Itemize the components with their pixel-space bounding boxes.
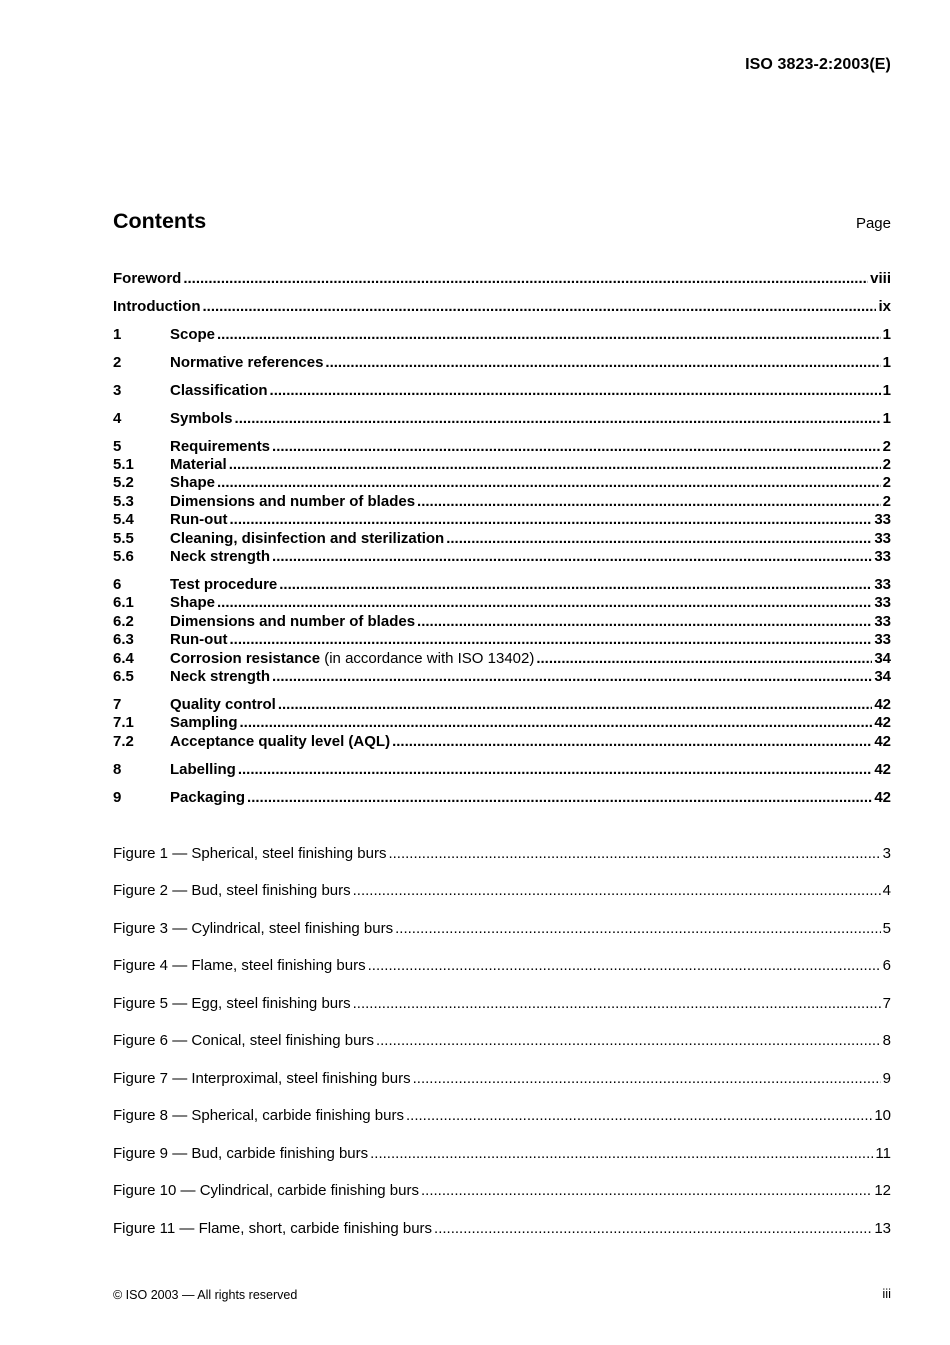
toc-entry-title-text: Introduction [113, 298, 201, 315]
toc-entry-page: viii [870, 270, 891, 287]
toc-entry[interactable] [113, 493, 891, 511]
toc-entry-title [113, 298, 200, 316]
page-column-label: Page [855, 215, 891, 232]
dot-leader [279, 576, 872, 594]
toc-entry-title-text: Symbols [170, 410, 233, 427]
toc-entry-title [170, 493, 415, 511]
toc-entry-title-text: Packaging [170, 789, 246, 806]
toc-entry-page: 33 [874, 613, 891, 630]
toc-entry[interactable] [113, 354, 891, 372]
toc-entry-title [170, 613, 415, 631]
toc-entry-title-text: Dimensions and number of blades [170, 613, 416, 630]
toc-entry[interactable] [113, 733, 891, 751]
dot-leader [247, 789, 872, 807]
toc-entry-title-text: Sampling [170, 714, 238, 731]
dot-leader [217, 326, 881, 344]
figure-entry-page: 10 [874, 1107, 891, 1124]
dot-leader [413, 1070, 881, 1088]
dot-leader [235, 410, 881, 428]
toc-entry-title [170, 714, 238, 732]
dot-leader [417, 493, 881, 511]
toc-entry-page: 33 [874, 511, 891, 528]
toc-entry-number: 5 [113, 438, 122, 455]
toc-entry[interactable] [113, 326, 891, 344]
figure-entry-title: Figure 6 — Conical, steel finishing burs [113, 1032, 374, 1049]
dot-leader [278, 696, 872, 714]
toc-entry-title-text: Shape [170, 474, 216, 491]
dot-leader [229, 511, 872, 529]
toc-entry-title-text: Classification [170, 382, 268, 399]
toc-entry-page: 2 [882, 493, 891, 510]
toc-entry-number: 5.3 [113, 493, 134, 510]
toc-entry-number: 9 [113, 789, 122, 806]
figure-entry[interactable] [113, 882, 891, 900]
figure-entry-title: Figure 10 — Cylindrical, carbide finishing burs [113, 1182, 419, 1199]
toc-entry-number: 8 [113, 761, 122, 778]
toc-entry-title [170, 576, 277, 594]
toc-entry[interactable] [113, 548, 891, 566]
toc-entry-page: 33 [874, 530, 891, 547]
toc-entry-page: 1 [882, 354, 891, 371]
dot-leader [370, 1145, 873, 1163]
figure-entry-title: Figure 11 — Flame, short, carbide finishing burs [113, 1220, 433, 1237]
dot-leader [272, 438, 881, 456]
dot-leader [240, 714, 873, 732]
figure-entry[interactable] [113, 957, 891, 975]
toc-entry-number: 2 [113, 354, 122, 371]
toc-entry-title [113, 270, 181, 288]
dot-leader [388, 845, 880, 863]
toc-entry[interactable] [113, 668, 891, 686]
toc-entry-title [170, 761, 236, 779]
toc-entry[interactable] [113, 530, 891, 548]
toc-entry-title [170, 733, 390, 751]
figure-entry-page: 9 [882, 1070, 891, 1087]
toc-entry-page: 33 [874, 594, 891, 611]
toc-entry-title [170, 410, 233, 428]
dot-leader [446, 530, 872, 548]
dot-leader [272, 668, 872, 686]
toc-entry-number: 6.2 [113, 613, 134, 630]
toc-entry-title-text: Requirements [170, 438, 271, 455]
dot-leader [421, 1182, 872, 1200]
toc-entry-title [170, 530, 444, 548]
dot-leader [217, 474, 881, 492]
dot-leader [217, 594, 872, 612]
figure-entry-page: 13 [874, 1220, 891, 1237]
toc-entry-number: 4 [113, 410, 122, 427]
dot-leader [238, 761, 872, 779]
toc-entry-number: 1 [113, 326, 122, 343]
figure-entry-page: 6 [882, 957, 891, 974]
toc-entry-page: 42 [874, 733, 891, 750]
toc-entry-title-text: Neck strength [170, 668, 271, 685]
dot-leader [368, 957, 881, 975]
toc-entry-page: 34 [874, 650, 891, 667]
toc-entry[interactable] [113, 511, 891, 529]
dot-leader [536, 650, 872, 668]
dot-leader [376, 1032, 881, 1050]
figure-entry-title: Figure 3 — Cylindrical, steel finishing burs [113, 920, 394, 937]
toc-entry-title [170, 438, 270, 456]
toc-entry[interactable] [113, 438, 891, 456]
toc-entry-number: 5.6 [113, 548, 134, 565]
dot-leader [270, 382, 881, 400]
toc-entry-title-text: Quality control [170, 696, 276, 713]
figure-entry-title: Figure 4 — Flame, steel finishing burs [113, 957, 366, 974]
dot-leader [353, 995, 881, 1013]
toc-entry-title-text: Shape [170, 594, 216, 611]
figure-entry-title: Figure 1 — Spherical, steel finishing burs [113, 845, 387, 862]
toc-entry-title [170, 696, 276, 714]
toc-entry[interactable] [113, 761, 891, 779]
figure-entry-page: 12 [874, 1182, 891, 1199]
toc-entry[interactable] [113, 631, 891, 649]
toc-entry-page: 2 [882, 438, 891, 455]
toc-entry-title-text: Cleaning, disinfection and sterilization [170, 530, 445, 547]
toc-entry-page: 1 [882, 326, 891, 343]
toc-entry[interactable] [113, 696, 891, 714]
toc-entry-page: 2 [882, 456, 891, 473]
toc-entry-title-text: Scope [170, 326, 216, 343]
toc-entry[interactable] [113, 613, 891, 631]
toc-entry-title [170, 354, 323, 372]
toc-entry-number: 6 [113, 576, 122, 593]
toc-entry-page: 1 [882, 410, 891, 427]
toc-entry-title [170, 789, 245, 807]
toc-entry-title-text: Foreword [113, 270, 182, 287]
toc-entry[interactable] [113, 650, 891, 668]
toc-entry[interactable] [113, 714, 891, 732]
dot-leader [434, 1220, 872, 1238]
dot-leader [229, 456, 881, 474]
toc-entry[interactable] [113, 270, 891, 288]
toc-entry-number: 5.5 [113, 530, 134, 547]
toc-entry-page: 42 [874, 761, 891, 778]
dot-leader [325, 354, 880, 372]
toc-entry-title [170, 594, 215, 612]
toc-entry-number: 5.1 [113, 456, 134, 473]
toc-entry-title [170, 631, 227, 649]
dot-leader [406, 1107, 872, 1125]
toc-entry-title-text: Normative references [170, 354, 324, 371]
toc-entry-title-text: Corrosion resistance [170, 650, 321, 667]
figure-entry[interactable] [113, 1070, 891, 1088]
contents-title: Contents [113, 209, 207, 233]
figure-entry[interactable] [113, 1107, 891, 1125]
toc-entry[interactable] [113, 456, 891, 474]
figure-entry-title: Figure 7 — Interproximal, steel finishing burs [113, 1070, 411, 1087]
figure-entry-page: 5 [882, 920, 891, 937]
toc-entry-page: 33 [874, 631, 891, 648]
dot-leader [183, 270, 868, 288]
figure-entry[interactable] [113, 920, 891, 938]
figure-entry-title: Figure 8 — Spherical, carbide finishing burs [113, 1107, 404, 1124]
toc-entry-number: 5.2 [113, 474, 134, 491]
toc-entry-page: 33 [874, 548, 891, 565]
toc-entry-number: 6.3 [113, 631, 134, 648]
toc-entry[interactable] [113, 594, 891, 612]
figure-entry[interactable] [113, 1182, 891, 1200]
toc-entry-page: 42 [874, 696, 891, 713]
toc-entry-title-text: Run-out [170, 511, 228, 528]
toc-entry-title [170, 548, 270, 566]
toc-entry-title [170, 668, 270, 686]
figure-entry-title: Figure 9 — Bud, carbide finishing burs [113, 1145, 369, 1162]
figure-entry[interactable] [113, 995, 891, 1013]
toc-entry-number: 7.2 [113, 733, 134, 750]
document-code: ISO 3823-2:2003(E) [745, 56, 891, 73]
figure-entry[interactable] [113, 1032, 891, 1050]
toc-entry-page: 33 [874, 576, 891, 593]
toc-entry-page: 1 [882, 382, 891, 399]
figure-entry-title: Figure 5 — Egg, steel finishing burs [113, 995, 351, 1012]
toc-entry-page: 42 [874, 714, 891, 731]
toc-entry-page: 42 [874, 789, 891, 806]
toc-entry-title-text: Material [170, 456, 227, 473]
copyright-notice: © ISO 2003 — All rights reserved [113, 1288, 298, 1302]
toc-entry[interactable] [113, 382, 891, 400]
toc-entry-title [170, 474, 215, 492]
figure-entry-page: 11 [875, 1145, 891, 1162]
toc-entry[interactable] [113, 410, 891, 428]
dot-leader [272, 548, 872, 566]
dot-leader [353, 882, 881, 900]
toc-entry-title-text: Acceptance quality level (AQL) [170, 733, 391, 750]
toc-entry[interactable] [113, 789, 891, 807]
toc-entry-page: 34 [874, 668, 891, 685]
toc-entry-number: 5.4 [113, 511, 134, 528]
toc-entry-number: 7.1 [113, 714, 134, 731]
toc-entry-number: 6.4 [113, 650, 134, 667]
toc-entry-title-text: Neck strength [170, 548, 271, 565]
toc-entry-title [170, 650, 534, 668]
figure-entry-page: 3 [882, 845, 891, 862]
figure-entry[interactable] [113, 1220, 891, 1238]
figure-entry-page: 4 [882, 882, 891, 899]
page-number: iii [882, 1286, 891, 1301]
toc-entry-page: 2 [882, 474, 891, 491]
toc-entry-title-text: Run-out [170, 631, 228, 648]
dot-leader [417, 613, 872, 631]
toc-entry-title-text: Dimensions and number of blades [170, 493, 416, 510]
toc-entry-number: 3 [113, 382, 122, 399]
dot-leader [202, 298, 876, 316]
toc-entry-number: 6.1 [113, 594, 134, 611]
figure-entry-page: 7 [882, 995, 891, 1012]
toc-entry-title-text: Labelling [170, 761, 236, 778]
toc-entry[interactable] [113, 298, 891, 316]
toc-entry-number: 6.5 [113, 668, 134, 685]
dot-leader [395, 920, 881, 938]
toc-entry-title [170, 511, 227, 529]
toc-entry[interactable] [113, 576, 891, 594]
toc-entry-title [170, 382, 268, 400]
figure-entry-title: Figure 2 — Bud, steel finishing burs [113, 882, 351, 899]
figure-entry[interactable] [113, 1145, 891, 1163]
dot-leader [392, 733, 872, 751]
toc-entry-page: ix [878, 298, 891, 315]
toc-entry-title-text: Test procedure [170, 576, 278, 593]
figure-entry-page: 8 [882, 1032, 891, 1049]
figure-entry[interactable] [113, 845, 891, 863]
toc-entry[interactable] [113, 474, 891, 492]
dot-leader [229, 631, 872, 649]
toc-entry-title-note: (in accordance with ISO 13402) [320, 650, 535, 667]
toc-entry-title [170, 326, 215, 344]
toc-entry-title [170, 456, 227, 474]
toc-entry-number: 7 [113, 696, 122, 713]
